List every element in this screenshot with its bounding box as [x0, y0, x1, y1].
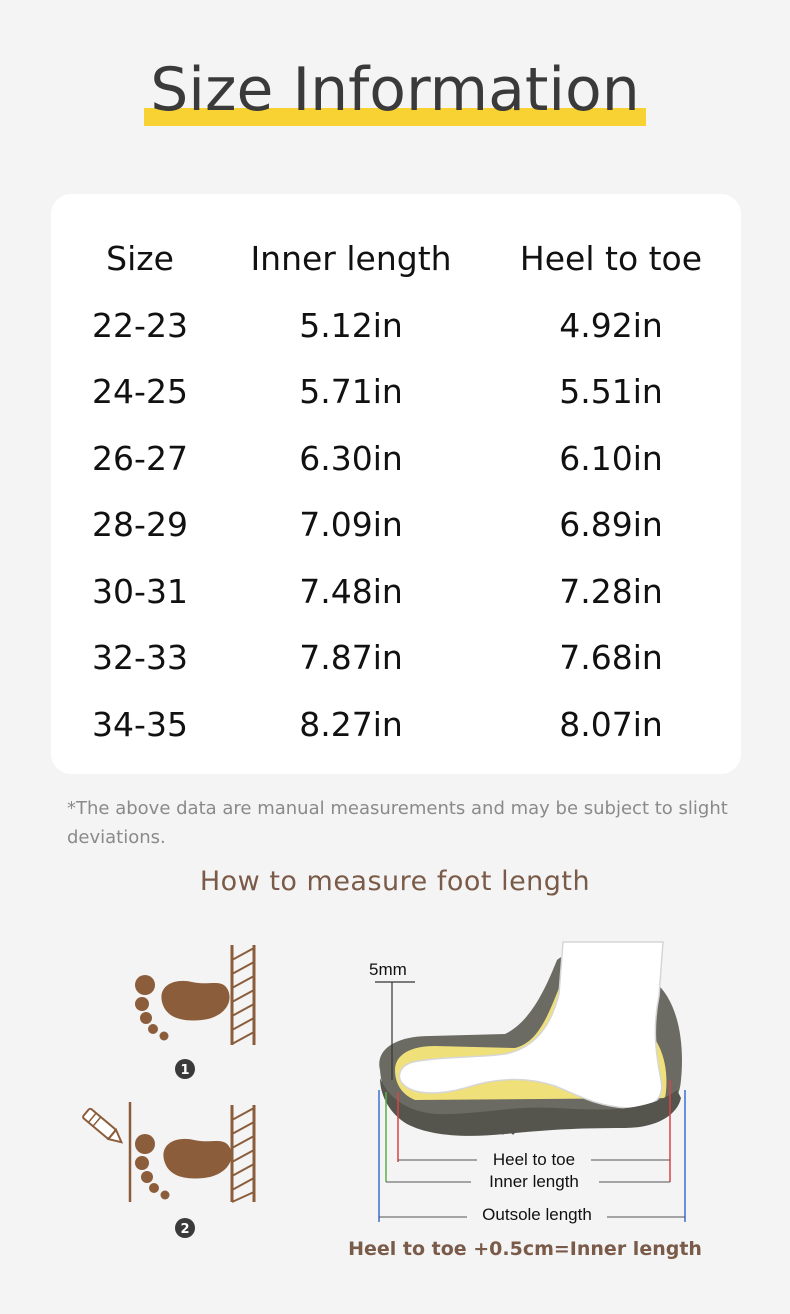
inner-length-cell: 6.30in — [299, 439, 403, 478]
inner-length-cell: 5.12in — [299, 306, 403, 345]
table-row — [51, 296, 741, 356]
shoe-diagram-svg — [355, 930, 705, 1230]
heel-to-toe-cell: 4.92in — [559, 306, 663, 345]
page-title-text: Size Information — [150, 55, 640, 125]
inner-length-cell: 7.48in — [299, 572, 403, 611]
header-heel-to-toe: Heel to toe — [519, 239, 703, 278]
size-cell: 24-25 — [92, 372, 188, 411]
size-cell: 26-27 — [92, 439, 188, 478]
step-2-badge — [175, 1218, 195, 1238]
heel-to-toe-cell: 6.89in — [559, 505, 663, 544]
measurement-note: *The above data are manual measurements and may be subject to slight deviations. — [67, 798, 728, 848]
formula-text: Heel to toe +0.5cm=Inner length — [348, 1238, 702, 1260]
footprint-steps-illustration — [80, 930, 280, 1250]
size-table-card — [51, 194, 741, 774]
header-size: Size — [106, 239, 174, 278]
inner-length-cell: 5.71in — [299, 372, 403, 411]
page-title — [144, 52, 646, 128]
heel-to-toe-label: Heel to toe — [492, 1150, 576, 1169]
heel-to-toe-cell: 5.51in — [559, 372, 663, 411]
step-1-footprint-icon — [135, 945, 254, 1045]
shoe-diagram — [355, 930, 705, 1230]
inner-length-label: Inner length — [489, 1172, 579, 1191]
step-2-footprint-icon — [130, 1102, 254, 1202]
measure-subtitle: How to measure foot length — [199, 866, 591, 897]
size-cell: 28-29 — [92, 505, 188, 544]
header-inner-length: Inner length — [250, 239, 452, 278]
heel-to-toe-cell: 8.07in — [559, 705, 663, 744]
inner-length-cell: 7.87in — [299, 638, 403, 677]
table-row — [51, 495, 741, 555]
size-cell: 22-23 — [92, 306, 188, 345]
heel-to-toe-cell: 7.68in — [559, 638, 663, 677]
table-row — [51, 362, 741, 422]
table-row — [51, 429, 741, 489]
step-2-number: 2 — [180, 1222, 190, 1237]
size-cell: 34-35 — [92, 705, 188, 744]
step-1-badge — [175, 1059, 195, 1079]
table-row — [51, 628, 741, 688]
table-header-row — [51, 229, 741, 289]
footprint-steps-svg — [80, 930, 280, 1250]
size-cell: 30-31 — [92, 572, 188, 611]
heel-to-toe-cell: 7.28in — [559, 572, 663, 611]
inner-length-cell: 7.09in — [299, 505, 403, 544]
table-row — [51, 562, 741, 622]
title-area — [0, 52, 790, 128]
size-cell: 32-33 — [92, 638, 188, 677]
outsole-length-label: Outsole length — [482, 1205, 592, 1224]
pencil-icon — [82, 1108, 125, 1147]
table-row — [51, 695, 741, 755]
inner-length-cell: 8.27in — [299, 705, 403, 744]
heel-to-toe-cell: 6.10in — [559, 439, 663, 478]
step-1-number: 1 — [180, 1063, 190, 1078]
gap-label: 5mm — [369, 960, 407, 979]
